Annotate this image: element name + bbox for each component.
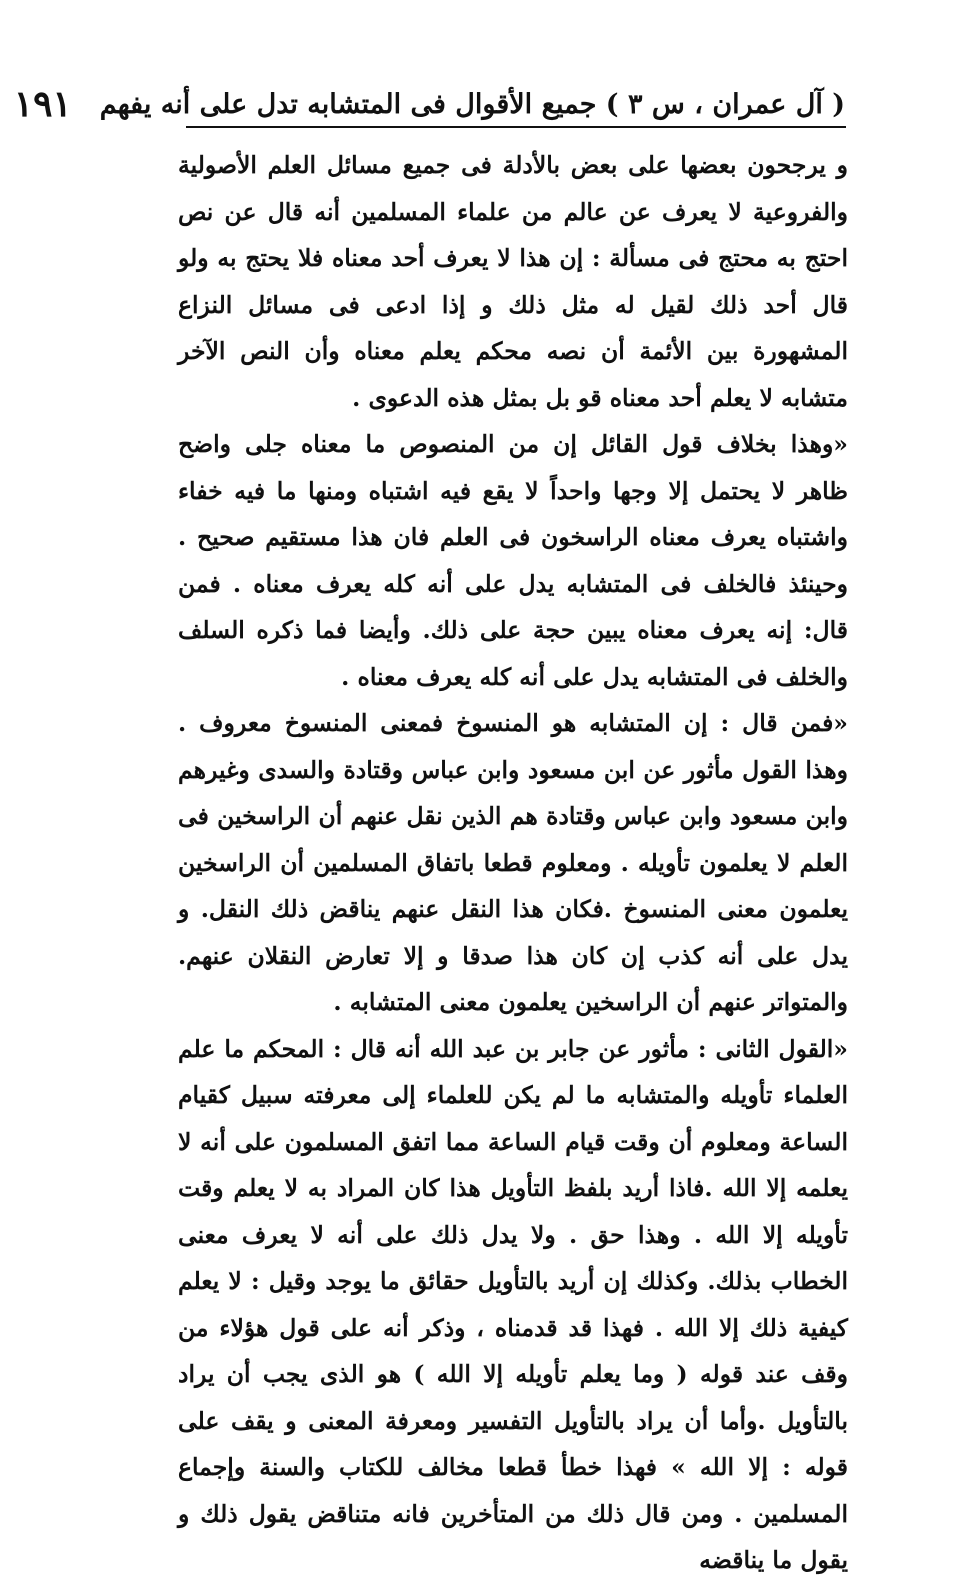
running-head: ( آل عمران ، س ٣ ) جميع الأقوال فى المتشابه تدل على أنه يفهم (99, 88, 845, 120)
paragraph: «فمن قال : إن المتشابه هو المنسوخ فمعنى المنسوخ معروف . وهذا القول مأثور عن ابن مسعود وابن عباس وقتادة والسدى وغيرهم وابن مسعود وابن عباس وقتادة هم الذين نقل عنهم أن الراسخين فى العلم لا يعلمون تأويله . ومعلوم قطعا باتفاق المسلمين أن الراسخين يعلمون معنى المنسوخ .فكان هذا النقل عنهم يناقض ذلك النقل. و يدل على أنه كذب إن كان هذا صدقا و إلا تعارض النقلان عنهم. والمتواتر عنهم أن الراسخين يعلمون معنى المتشابه . (178, 709, 848, 1016)
paragraph: و يرجحون بعضها على بعض بالأدلة فى جميع مسائل العلم الأصولية والفروعية لا يعرف عن عالم من علماء المسلمين أنه قال عن نص احتج به محتج فى مسألة : إن هذا لا يعرف أحد معناه فلا يحتج به ولو قال أحد ذلك لقيل له مثل ذلك و إذا ادعى فى مسائل النزاع المشهورة بين الأئمة أن نصه محكم يعلم معناه وأن النص الآخر متشابه لا يعلم أحد معناه قو بل بمثل هذه الدعوى . (178, 151, 848, 412)
page-header (13, 82, 845, 126)
body-text (178, 142, 848, 1584)
header-rule (186, 126, 846, 128)
paragraph: «القول الثانى : مأثور عن جابر بن عبد الله أنه قال : المحكم ما علم العلماء تأويله والمتشابه ما لم يكن للعلماء إلى معرفته سبيل كقيام الساعة ومعلوم أن وقت قيام الساعة مما اتفق المسلمون على أنه لا يعلمه إلا الله .فاذا أريد بلفظ التأويل هذا كان المراد به لا يعلم وقت تأويله إلا الله . وهذا حق . ولا يدل ذلك على أنه لا يعرف معنى الخطاب بذلك. وكذلك إن أريد بالتأويل حقائق ما يوجد وقيل : لا يعلم كيفية ذلك إلا الله . فهذا قد قدمناه ، وذكر أنه على قول هؤلاء من وقف عند قوله ( وما يعلم تأويله إلا الله ) هو الذى يجب أن يراد بالتأويل .وأما أن يراد بالتأويل التفسير ومعرفة المعنى و يقف على قوله : إلا الله » فهذا خطأ قطعا مخالف للكتاب والسنة وإجماع المسلمين . ومن قال ذلك من المتأخرين فانه متناقض يقول ذلك و يقول ما يناقضه (178, 1034, 848, 1574)
paragraph: «وهذا بخلاف قول القائل إن من المنصوص ما معناه جلى واضح ظاهر لا يحتمل إلا وجها واحداً لا يقع فيه اشتباه ومنها ما فيه خفاء واشتباه يعرف معناه الراسخون فى العلم فان هذا مستقيم صحيح . وحينئذ فالخلف فى المتشابه يدل على أنه كله يعرف معناه . فمن قال: إنه يعرف معناه يبين حجة على ذلك. وأيضا فما ذكره السلف والخلف فى المتشابه يدل على أنه كله يعرف معناه . (178, 430, 848, 691)
page-number: ١٩١ (13, 83, 72, 125)
